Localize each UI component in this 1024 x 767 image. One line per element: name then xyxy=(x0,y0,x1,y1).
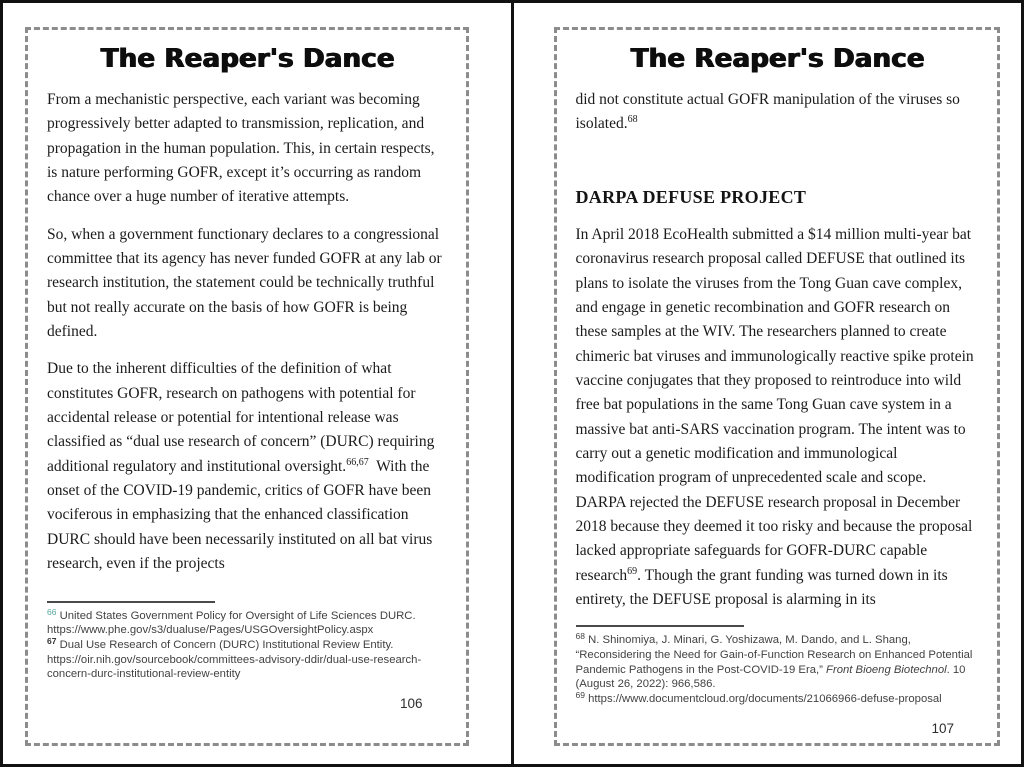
body-paragraph xyxy=(576,223,981,612)
footnotes xyxy=(576,633,981,706)
page-left-border xyxy=(25,27,469,746)
footnote-url: https://www.phe.gov/s3/dualuse/Pages/USGOversightPolicy.aspx xyxy=(47,624,374,637)
footnote xyxy=(575,689,981,707)
paragraph-text: In April 2018 EcoHealth submitted a $14 million multi-year bat coronavirus research proposal called DEFUSE that outlined its plans to isolate the viruses from the Tong Guan cave complex, and engage in genetic recombination and GOFR research on these samples at the WIV. The researchers planned to create chimeric bat viruses and immunologically reactive spike protein vaccine conjugates that they proposed to reintroduce into wild free bat populations in the same Tong Guan cave system in a massive bat anti-SARS vaccination program. The intent was to carry out a genetic modification and immunological modification program of unprecedented scale and scope. DARPA rejected the DEFUSE research proposal in December 2018 because they deemed it too risky and because the proposal lacked appropriate safeguards for GOFR-DURC capable research xyxy=(575,225,974,584)
footnote-text: N. Shinomiya, J. Minari, G. Yoshizawa, M. Dando, and L. Shang, “Reconsidering the Need for Gain-of-Function Research on Enhanced Potential Pandemic Pathogens in the Post-COVID-19 Era,” xyxy=(575,634,973,676)
page-left-footer xyxy=(47,601,449,711)
footnote-number: 69 xyxy=(575,689,585,700)
footnote-number: 68 xyxy=(575,631,585,642)
footnote-url: https://www.documentcloud.org/documents/21066966-defuse-proposal xyxy=(588,692,942,705)
paragraph-text: . Though the grant funding was turned down in its entirety, the DEFUSE proposal is alarming in its xyxy=(575,566,948,608)
body-paragraph xyxy=(576,88,981,137)
page-right-footer xyxy=(576,625,981,735)
page-number: 107 xyxy=(931,720,954,736)
page-right-border xyxy=(554,27,1001,746)
footnote xyxy=(47,606,449,638)
footnote xyxy=(47,635,449,682)
paragraph-text: With the onset of the COVID-19 pandemic, critics of GOFR have been vociferous in emphasizing that the enhanced classification DURC should have been necessarily instituted on all bat virus research, even if the projects xyxy=(47,457,433,572)
footnote-reference: 68 xyxy=(627,114,638,126)
paragraph-text: did not constitute actual GOFR manipulation of the viruses so isolated. xyxy=(575,91,960,133)
footnote-text: Dual Use Research of Concern (DURC) Institutional Review Entity. xyxy=(59,638,394,651)
body-paragraph xyxy=(47,357,449,576)
page-left xyxy=(3,3,511,764)
footnote-reference: 69 xyxy=(627,565,638,577)
body-paragraph: So, when a government functionary declares to a congressional committee that its agency has never funded GOFR at any lab or research institution, the statement could be technically truthful but not really accurate on the basis of how GOFR is being defined. xyxy=(47,225,442,340)
footnote-reference: 66,67 xyxy=(346,456,369,468)
footnote-divider xyxy=(576,625,744,627)
page-left-body xyxy=(47,88,449,589)
footnote-url: https://oir.nih.gov/sourcebook/committees-advisory-ddir/dual-use-research-concern-durc-institutional-review-entity xyxy=(47,653,422,681)
paragraph-text: Due to the inherent difficulties of the definition of what constitutes GOFR, research on pathogens with potential for accidental release or potential for intentional release was classified as “dual use research of concern” (DURC) requiring additional regulatory and institutional oversight. xyxy=(47,360,435,475)
footnote-journal-italic: Front Bioeng Biotechnol xyxy=(826,663,947,676)
footnote-number: 66 xyxy=(47,606,57,617)
footnote-divider xyxy=(47,601,215,603)
section-heading: DARPA DEFUSE PROJECT xyxy=(575,186,807,207)
footnotes xyxy=(47,606,449,682)
footnote-number: 67 xyxy=(47,635,57,646)
page-right xyxy=(514,3,1022,764)
footnote-text: United States Government Policy for Oversight of Life Sciences DURC. xyxy=(59,609,416,622)
page-title: The Reaper's Dance xyxy=(100,44,395,74)
page-title: The Reaper's Dance xyxy=(630,44,925,74)
body-paragraph: From a mechanistic perspective, each variant was becoming progressively better adapted to transmission, replication, and propagation in the human population. This, in certain respects, is nature performing GOFR, except it’s occurring as random chance over a huge number of iterative attempts. xyxy=(47,91,435,206)
footnote xyxy=(576,633,981,692)
footnote-text: . 10 (August 26, 2022): 966,586. xyxy=(575,663,966,691)
page-right-body xyxy=(576,88,981,625)
page-number: 106 xyxy=(399,696,423,711)
